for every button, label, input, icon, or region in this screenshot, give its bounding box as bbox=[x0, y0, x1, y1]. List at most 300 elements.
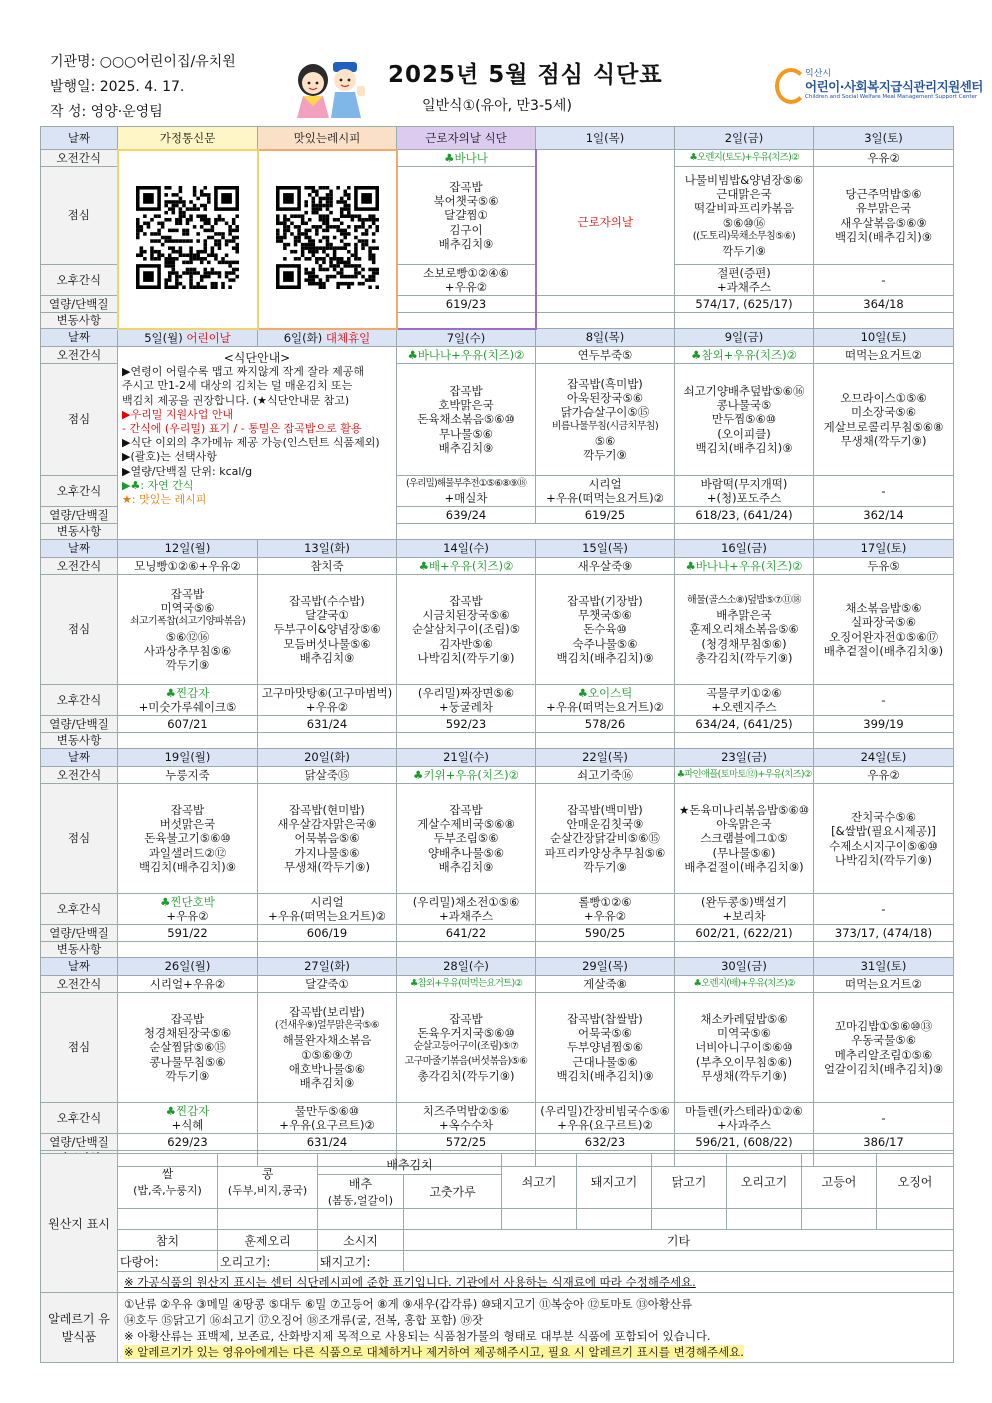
allergy-line: ⑭호두 ⑮닭고기 ⑯쇠고기 ⑰오징어 ⑱조개류(굴, 전복, 홍합 포함) ⑲잣 bbox=[124, 1312, 483, 1327]
snack-item: +우유② bbox=[583, 909, 627, 923]
am-snack: 우유② bbox=[814, 767, 954, 784]
am-snack: 참치죽 bbox=[258, 558, 397, 575]
menu-item: 비름나물무침(시금치무침) bbox=[551, 420, 659, 432]
change-note bbox=[675, 524, 814, 540]
menu-item: 얼갈이김치(배추김치)⑨ bbox=[823, 1061, 944, 1076]
menu-item: 애호박나물⑤⑥ bbox=[288, 1061, 366, 1076]
page-subtitle: 일반식①(유아, 만3-5세) bbox=[422, 98, 572, 114]
menu-item: 나박김치(깍두기⑨) bbox=[834, 852, 933, 867]
snack-item: +우유(요구르트)② bbox=[557, 1118, 653, 1132]
snack-item: (우리밀)간장비빔국수⑤⑥ bbox=[540, 1103, 670, 1118]
origin-note bbox=[118, 1272, 954, 1293]
snack-item: +오렌지주스 bbox=[711, 700, 777, 714]
menu-item: 깍두기⑨ bbox=[722, 244, 766, 259]
origin-bean-label: 콩 bbox=[261, 1166, 274, 1181]
menu-item: (부추오이무침⑤⑥) bbox=[695, 1054, 793, 1069]
menu-item: 오징어완자전①⑤⑥⑰ bbox=[828, 629, 939, 644]
am-snack-label: 오전간식 bbox=[41, 767, 118, 784]
change-note bbox=[397, 524, 675, 540]
menu-item: 잡곡밥(백미밥) bbox=[567, 802, 643, 817]
day-header bbox=[536, 329, 675, 347]
menu-item: 김자반⑤⑥ bbox=[439, 636, 493, 651]
menu-item: 오므라이스①⑤⑥ bbox=[840, 390, 927, 405]
origin-value[interactable] bbox=[727, 1209, 802, 1230]
menu-item: 소보로빵①②④⑥ bbox=[423, 265, 509, 280]
menu-item: 양배추나물⑤⑥ bbox=[427, 845, 505, 860]
origin-bean bbox=[218, 1154, 318, 1209]
pm-snack-label: 오후간식 bbox=[41, 685, 118, 716]
snack-item: ♣찐감자 bbox=[165, 685, 210, 700]
menu-item: 무생채(깍두기⑨) bbox=[840, 433, 927, 448]
menu-item: 백김치(배추김치)⑨ bbox=[138, 859, 237, 874]
menu-item: 무나물⑤⑥ bbox=[439, 426, 493, 441]
am-snack: ♣참외+우유(치즈)② bbox=[675, 347, 814, 364]
am-snack: 새우살죽⑨ bbox=[536, 558, 675, 575]
logo-city: 익산시 bbox=[805, 69, 832, 79]
day-header bbox=[118, 749, 258, 767]
kcal-protein: 596/21, (608/22) bbox=[675, 1134, 814, 1151]
menu-item: +과채주스 bbox=[716, 280, 772, 294]
menu-item: 무생채(깍두기⑨) bbox=[284, 859, 370, 874]
day-date: 30일(금) bbox=[721, 959, 767, 974]
menu-item: 백김치(배추김치)⑨ bbox=[556, 1068, 654, 1083]
lunch-menu bbox=[258, 784, 397, 894]
menu-item: 잡곡밥(현미밥) bbox=[289, 802, 365, 817]
menu-item: 당근주먹밥⑤⑥ bbox=[845, 186, 922, 201]
kcal-protein: 591/22 bbox=[118, 925, 258, 942]
pm-snack bbox=[397, 476, 536, 507]
day-header bbox=[675, 958, 814, 976]
allergy-note: ※ 아황산류는 표백제, 보존료, 산화방지제 목적으로 사용되는 식품첨가물의 형태로 대부분 식품에 포함되어 있습니다. bbox=[124, 1328, 711, 1343]
menu-item: (건새우⑨)얼무맑은국⑤⑥ bbox=[274, 1019, 380, 1031]
origin-pork: 돼지고기 bbox=[577, 1154, 652, 1209]
snack-item: (우리밀)해물부추전①⑤⑥⑧⑨⑱ bbox=[405, 477, 527, 489]
day-date: 13일(화) bbox=[304, 541, 350, 556]
am-snack: ♣오렌지(토도)+우유(치즈)② bbox=[675, 150, 814, 167]
day-date: 8일(목) bbox=[585, 330, 625, 345]
menu-item: 콩나물무침⑤⑥ bbox=[149, 1054, 226, 1069]
pm-snack-label: 오후간식 bbox=[41, 1103, 118, 1134]
holiday-note: 어린이날 bbox=[186, 330, 231, 345]
origin-value[interactable] bbox=[318, 1209, 404, 1230]
menu-item: 어묵국⑤⑥ bbox=[578, 1026, 632, 1041]
am-snack: 모닝빵①②⑥+우유② bbox=[118, 558, 258, 575]
origin-allergy-table bbox=[40, 1153, 954, 1363]
lunch-menu bbox=[675, 993, 814, 1103]
origin-value[interactable] bbox=[118, 1209, 218, 1230]
origin-tuna: 참치 bbox=[118, 1230, 218, 1251]
menu-item: 배추맑은국 bbox=[716, 608, 772, 623]
date-row bbox=[41, 127, 954, 150]
menu-item: 해물(골스소⑧)덮밥⑤⑦⑪⑱ bbox=[687, 594, 801, 606]
change-note bbox=[118, 733, 258, 749]
snack-item: +우유② bbox=[166, 909, 209, 923]
kcal-protein: 606/19 bbox=[258, 925, 397, 942]
day-header bbox=[536, 958, 675, 976]
lunch-menu bbox=[118, 784, 258, 894]
origin-smoked-duck: 훈제오리 bbox=[218, 1230, 318, 1251]
origin-value[interactable] bbox=[802, 1209, 877, 1230]
mascot-illustration bbox=[287, 52, 369, 118]
change-note bbox=[258, 942, 397, 958]
snack-item: 바람떡(무지개떡) bbox=[700, 476, 788, 491]
origin-value[interactable] bbox=[502, 1209, 577, 1230]
day-date: 22일(목) bbox=[582, 750, 628, 765]
snack-item: 마들렌(카스테라)①②⑥ bbox=[685, 1103, 803, 1118]
lunch-menu bbox=[675, 167, 814, 265]
lunch-menu bbox=[397, 575, 536, 685]
pm-snack: - bbox=[814, 265, 954, 296]
guide-line: ▶(괄호)는 선택사항 bbox=[122, 450, 217, 464]
pm-snack bbox=[397, 685, 536, 716]
snack-item: ♣오이스틱 bbox=[577, 685, 633, 700]
lunch-menu bbox=[536, 993, 675, 1103]
menu-item: 실파장국⑤⑥ bbox=[850, 615, 917, 630]
menu-item: 근대나물⑤⑥ bbox=[572, 1054, 638, 1069]
change-note bbox=[675, 313, 814, 329]
menu-item: 근대맑은국 bbox=[716, 186, 772, 201]
menu-item: 수제소시지구이⑤⑥⑩ bbox=[829, 838, 938, 853]
menu-item: ①⑤⑥⑨⑦ bbox=[301, 1047, 353, 1062]
menu-item: 새우살볶음⑤⑥⑨ bbox=[840, 215, 927, 230]
origin-value[interactable] bbox=[404, 1209, 502, 1230]
menu-item: 잡곡밥 bbox=[449, 179, 483, 194]
day-header bbox=[675, 749, 814, 767]
day-header bbox=[814, 958, 954, 976]
origin-cabbage bbox=[318, 1175, 404, 1209]
am-snack: 쇠고기죽⑯ bbox=[536, 767, 675, 784]
kcal-label: 열량/단백질 bbox=[41, 1134, 118, 1151]
day-date: 21일(수) bbox=[443, 750, 489, 765]
date-label: 날짜 bbox=[41, 958, 118, 976]
holiday-note: 대체휴일 bbox=[325, 330, 371, 345]
pm-snack-label: 오후간식 bbox=[41, 265, 118, 296]
menu-item: 나박김치(깍두기⑨) bbox=[417, 650, 515, 665]
lunch-label: 점심 bbox=[41, 575, 118, 685]
holiday-label: 근로자의날 bbox=[536, 150, 675, 296]
snack-item: ♣찐감자 bbox=[165, 1103, 210, 1118]
origin-value[interactable] bbox=[577, 1209, 652, 1230]
guide-line: ▶열량/단백질 단위: kcal/g bbox=[122, 464, 253, 478]
day-header bbox=[258, 958, 397, 976]
day-header bbox=[536, 540, 675, 558]
snack-item: +(청)포도주스 bbox=[706, 491, 782, 505]
pm-snack bbox=[675, 685, 814, 716]
change-note bbox=[397, 733, 536, 749]
day-header bbox=[258, 540, 397, 558]
menu-item: 새우살감자맑은국⑨ bbox=[277, 817, 377, 832]
snack-item: 치즈주먹밥②⑤⑥ bbox=[422, 1103, 510, 1118]
menu-item: ★돈육미나리볶음밥⑤⑥⑩ bbox=[678, 802, 810, 817]
menu-item: (무나물⑤⑥) bbox=[712, 845, 776, 860]
origin-duck-value[interactable]: 오리고기: bbox=[218, 1251, 318, 1272]
menu-item: 순살찜닭⑤⑥⑮ bbox=[149, 1040, 226, 1055]
am-snack: ♣파인애플(토마토⑫)+우유(치즈)② bbox=[675, 767, 814, 784]
kcal-label: 열량/단백질 bbox=[41, 296, 118, 313]
pm-snack-label: 오후간식 bbox=[41, 894, 118, 925]
menu-item: 콩나물국⑤ bbox=[716, 398, 772, 413]
date-label: 날짜 bbox=[41, 329, 118, 347]
pm-snack bbox=[814, 1103, 954, 1134]
menu-item: 잔치국수⑤⑥ bbox=[850, 809, 917, 824]
am-snack: 우유② bbox=[814, 150, 954, 167]
menu-item: 고구마줄기볶음(버섯볶음)⑤⑥ bbox=[404, 1055, 528, 1067]
menu-item: 절편(증편) bbox=[717, 265, 771, 280]
origin-squid: 오징어 bbox=[877, 1154, 954, 1209]
center-logo bbox=[775, 66, 983, 106]
kcal-protein: 631/24 bbox=[258, 1134, 397, 1151]
menu-item: 배추김치⑨ bbox=[299, 650, 355, 665]
newsletter-qr-cell[interactable] bbox=[118, 150, 258, 329]
day-date: 6일(화) bbox=[283, 330, 323, 345]
menu-item: 잡곡밥 bbox=[449, 383, 483, 398]
guide-line: 주시고 만1-2세 대상의 김치는 덜 매운김치 또는 bbox=[122, 379, 353, 393]
menu-guide bbox=[118, 347, 397, 540]
change-note bbox=[675, 942, 814, 958]
change-label: 변동사항 bbox=[41, 733, 118, 749]
origin-cabbage-sub: (봄동,얼갈이) bbox=[327, 1194, 394, 1207]
menu-item: (오이피클) bbox=[717, 426, 771, 441]
menu-item: 깍두기⑨ bbox=[165, 1068, 210, 1083]
menu-item: 두부구이&양념장⑤⑥ bbox=[273, 622, 381, 637]
lunch-menu bbox=[675, 575, 814, 685]
am-snack-label: 오전간식 bbox=[41, 558, 118, 575]
menu-item: 김구이 bbox=[449, 222, 483, 237]
day-header bbox=[814, 329, 954, 347]
lunch-menu bbox=[397, 167, 536, 265]
snack-item: +둥굴레차 bbox=[438, 700, 494, 714]
day-header bbox=[675, 540, 814, 558]
menu-item: 가지나물⑤⑥ bbox=[294, 845, 360, 860]
snack-item: +우유(떠먹는요거트)② bbox=[546, 491, 664, 505]
origin-tuna-value[interactable]: 다랑어: bbox=[118, 1251, 218, 1272]
menu-item: 돈육채소볶음⑤⑥⑩ bbox=[417, 412, 515, 427]
day-date: 20일(화) bbox=[304, 750, 350, 765]
menu-item: 잡곡밥 bbox=[170, 1011, 205, 1026]
origin-value[interactable] bbox=[877, 1209, 954, 1230]
kcal-protein: 386/17 bbox=[814, 1134, 954, 1151]
day-date: 31일(토) bbox=[860, 959, 907, 974]
snack-item: +미숫가루쉐이크⑤ bbox=[138, 700, 237, 714]
recipe-header: 맛있는레시피 bbox=[258, 127, 397, 150]
snack-item: +보리차 bbox=[722, 909, 766, 923]
kcal-protein: 364/18 bbox=[814, 296, 954, 313]
allergy-line: ①난류 ②우유 ③메밀 ④땅콩 ⑤대두 ⑥밀 ⑦고등어 ⑧게 ⑨새우(갑각류) ⑩돼지고기 ⑪복숭아 ⑫토마토 ⑬아황산류 bbox=[124, 1296, 693, 1311]
pm-snack bbox=[536, 1103, 675, 1134]
origin-mackerel: 고등어 bbox=[802, 1154, 877, 1209]
menu-item: 과일샐러드②⑫ bbox=[148, 845, 227, 860]
allergy-list bbox=[118, 1293, 954, 1363]
guide-line: ▶식단 이외의 추가메뉴 제공 가능(인스턴트 식품제외) bbox=[122, 436, 380, 450]
origin-rice-label: 쌀 bbox=[161, 1166, 174, 1181]
menu-item: 잡곡밥 bbox=[449, 593, 483, 608]
menu-item: 배추김치⑨ bbox=[299, 1076, 355, 1091]
snack-item: - bbox=[881, 483, 886, 498]
pm-snack bbox=[397, 1103, 536, 1134]
header-info bbox=[50, 50, 236, 125]
menu-item: 잡곡밥 bbox=[170, 802, 205, 817]
date-label: 발행일: 2025. 4. 17. bbox=[50, 79, 185, 95]
recipe-qr-cell[interactable] bbox=[258, 150, 397, 329]
snack-item: +과채주스 bbox=[438, 909, 494, 923]
logo-english: Children and Social Welfare Meal Management Support Center bbox=[805, 94, 978, 100]
kcal-protein: 618/23, (641/24) bbox=[675, 507, 814, 524]
date-row bbox=[41, 958, 954, 976]
menu-item: 미역국⑤⑥ bbox=[160, 600, 215, 615]
lunch-label: 점심 bbox=[41, 167, 118, 265]
guide-title: <식단안내> bbox=[223, 351, 291, 365]
guide-line: ▶♣: 자연 간식 bbox=[122, 478, 194, 492]
kcal-protein: 619/25 bbox=[536, 507, 675, 524]
menu-item: 나물비빔밥&양념장⑤⑥ bbox=[684, 172, 804, 187]
day-header: 3일(토) bbox=[814, 127, 954, 150]
menu-item: 배추겉절이(배추김치⑨) bbox=[684, 859, 804, 874]
kcal-protein: 399/19 bbox=[814, 716, 954, 733]
allergy-warning-text: ※ 알레르기가 있는 영유아에게는 다른 식품으로 대체하거나 제거하여 제공해주시고, 필요 시 알레르기 표시를 변경해주세요. bbox=[124, 1344, 744, 1359]
am-snack: ♣바나나+우유(치즈)② bbox=[675, 558, 814, 575]
menu-item: 훈제오리채소볶음⑤⑥ bbox=[689, 622, 799, 637]
change-note bbox=[814, 733, 954, 749]
menu-item: (청경채무침⑤⑥) bbox=[701, 636, 787, 651]
lunch-menu bbox=[118, 993, 258, 1103]
menu-item: 배추김치⑨ bbox=[438, 236, 494, 251]
menu-item: 모듬버섯나물⑤⑥ bbox=[283, 636, 371, 651]
kcal-protein: 590/25 bbox=[536, 925, 675, 942]
menu-item: 아욱맑은국 bbox=[716, 817, 772, 832]
menu-item: [&쌀밥(필요시제공)] bbox=[831, 824, 936, 839]
pm-snack bbox=[397, 894, 536, 925]
qr-code-icon[interactable] bbox=[276, 186, 379, 289]
origin-chili: 고춧가루 bbox=[404, 1175, 502, 1209]
change-label: 변동사항 bbox=[41, 313, 118, 329]
pm-snack bbox=[118, 685, 258, 716]
page-title: 2025년 5월 점심 식단표 bbox=[388, 62, 663, 88]
lunch-label: 점심 bbox=[41, 364, 118, 476]
day-header bbox=[814, 749, 954, 767]
day-header bbox=[814, 540, 954, 558]
menu-item: 배추겉절이(배추김치⑨) bbox=[823, 643, 944, 658]
kcal-label: 열량/단백질 bbox=[41, 716, 118, 733]
pm-snack bbox=[675, 476, 814, 507]
menu-item: 채소볶음밥⑤⑥ bbox=[845, 600, 922, 615]
snack-item: (우리밀)채소전①⑤⑥ bbox=[412, 894, 520, 909]
am-snack: 게살죽⑧ bbox=[536, 976, 675, 993]
menu-item: 미소장국⑤⑥ bbox=[850, 405, 917, 420]
snack-item: 곡물쿠키①②⑥ bbox=[706, 685, 782, 700]
kcal-protein: 619/23 bbox=[397, 296, 536, 313]
menu-item: 채소카레덮밥⑤⑥ bbox=[700, 1011, 788, 1026]
pm-snack bbox=[118, 1103, 258, 1134]
snack-item: +우유(요구르트)② bbox=[279, 1118, 375, 1132]
snack-item: +우유(떠먹는요거트)② bbox=[546, 700, 664, 714]
menu-item: ((도토리)묵채소무침⑤⑥) bbox=[692, 230, 796, 242]
lunch-menu bbox=[536, 575, 675, 685]
kcal-protein: 578/26 bbox=[536, 716, 675, 733]
menu-item: 닭가슴살구이⑤⑮ bbox=[560, 405, 650, 420]
pm-snack bbox=[118, 894, 258, 925]
menu-item: 무챗국⑤⑥ bbox=[578, 608, 632, 623]
menu-item: 총각김치(깍두기⑨) bbox=[417, 1068, 515, 1083]
am-snack: 두유⑤ bbox=[814, 558, 954, 575]
am-snack: 닭살죽⑮ bbox=[258, 767, 397, 784]
day-date: 9일(금) bbox=[724, 330, 764, 345]
menu-item: 잡곡밥(찹쌀밥) bbox=[567, 1011, 643, 1026]
change-note bbox=[536, 942, 675, 958]
logo-name: 어린이·사회복지급식관리지원센터 bbox=[805, 79, 983, 94]
day-date: 29일(목) bbox=[582, 959, 628, 974]
lunch-menu bbox=[258, 993, 397, 1103]
day-header bbox=[118, 540, 258, 558]
origin-duck: 오리고기 bbox=[727, 1154, 802, 1209]
snack-item: 시리얼 bbox=[310, 894, 344, 909]
pm-snack bbox=[675, 894, 814, 925]
am-snack: ♣바나나+우유(치즈)② bbox=[397, 347, 536, 364]
pm-snack bbox=[536, 894, 675, 925]
pm-snack bbox=[814, 476, 954, 507]
menu-item: 호박맑은국 bbox=[438, 398, 494, 413]
origin-chicken: 닭고기 bbox=[652, 1154, 727, 1209]
menu-item: 깍두기⑨ bbox=[583, 448, 627, 463]
kcal-protein: 607/21 bbox=[118, 716, 258, 733]
day-header bbox=[397, 329, 536, 347]
origin-cabbage-label: 배추 bbox=[348, 1177, 373, 1191]
origin-other-value[interactable] bbox=[404, 1251, 954, 1272]
lunch-menu bbox=[814, 575, 954, 685]
menu-item: 버섯맑은국 bbox=[159, 817, 216, 832]
day-header bbox=[118, 329, 258, 347]
kcal-protein: 629/23 bbox=[118, 1134, 258, 1151]
change-note bbox=[814, 524, 954, 540]
change-note bbox=[118, 942, 258, 958]
author-label: 작 성: 영양·운영팀 bbox=[50, 104, 163, 120]
guide-line: ★: 맛있는 레시피 bbox=[122, 493, 207, 507]
origin-kimchi: 배추김치 bbox=[318, 1154, 502, 1175]
qr-code-icon[interactable] bbox=[136, 186, 239, 289]
date-label: 날짜 bbox=[41, 749, 118, 767]
am-snack: 떠먹는요거트② bbox=[814, 976, 954, 993]
origin-note-text: ※ 가공식품의 원산지 표시는 센터 식단레시피에 준한 표기입니다. 기관에서 사용하는 식재료에 따라 수정해주세요. bbox=[124, 1275, 696, 1289]
date-row bbox=[41, 749, 954, 767]
kcal-protein: 362/14 bbox=[814, 507, 954, 524]
menu-item: ⑤⑥⑫⑯ bbox=[165, 629, 210, 644]
menu-item: 깍두기⑨ bbox=[583, 859, 627, 874]
day-date: 28일(수) bbox=[443, 959, 489, 974]
lunch-menu bbox=[118, 575, 258, 685]
lunch-label: 점심 bbox=[41, 784, 118, 894]
allergy-warning bbox=[124, 1344, 951, 1360]
day-date: 19일(월) bbox=[164, 750, 211, 765]
origin-value[interactable] bbox=[218, 1209, 318, 1230]
origin-value[interactable] bbox=[652, 1209, 727, 1230]
menu-item: 떡갈비파프리카볶음 bbox=[694, 201, 794, 216]
menu-item: 무생채(깍두기⑨) bbox=[701, 1068, 787, 1083]
date-row bbox=[41, 329, 954, 347]
day-header bbox=[397, 958, 536, 976]
menu-item: 잡곡밥 bbox=[170, 586, 205, 601]
pm-snack bbox=[536, 685, 675, 716]
menu-item: 달걀국① bbox=[305, 608, 349, 623]
change-note bbox=[258, 733, 397, 749]
date-label: 날짜 bbox=[41, 540, 118, 558]
origin-sausage: 소시지 bbox=[318, 1230, 404, 1251]
menu-item: 백김치(배추김치)⑨ bbox=[834, 229, 933, 244]
menu-item: 총각김치(깍두기⑨) bbox=[695, 650, 793, 665]
origin-pork-value[interactable]: 돼지고기: bbox=[318, 1251, 404, 1272]
org-label: 기관명: ○○○어린이집/유치원 bbox=[50, 54, 236, 70]
kcal-protein: 572/25 bbox=[397, 1134, 536, 1151]
day-header bbox=[397, 540, 536, 558]
pm-snack bbox=[258, 1103, 397, 1134]
